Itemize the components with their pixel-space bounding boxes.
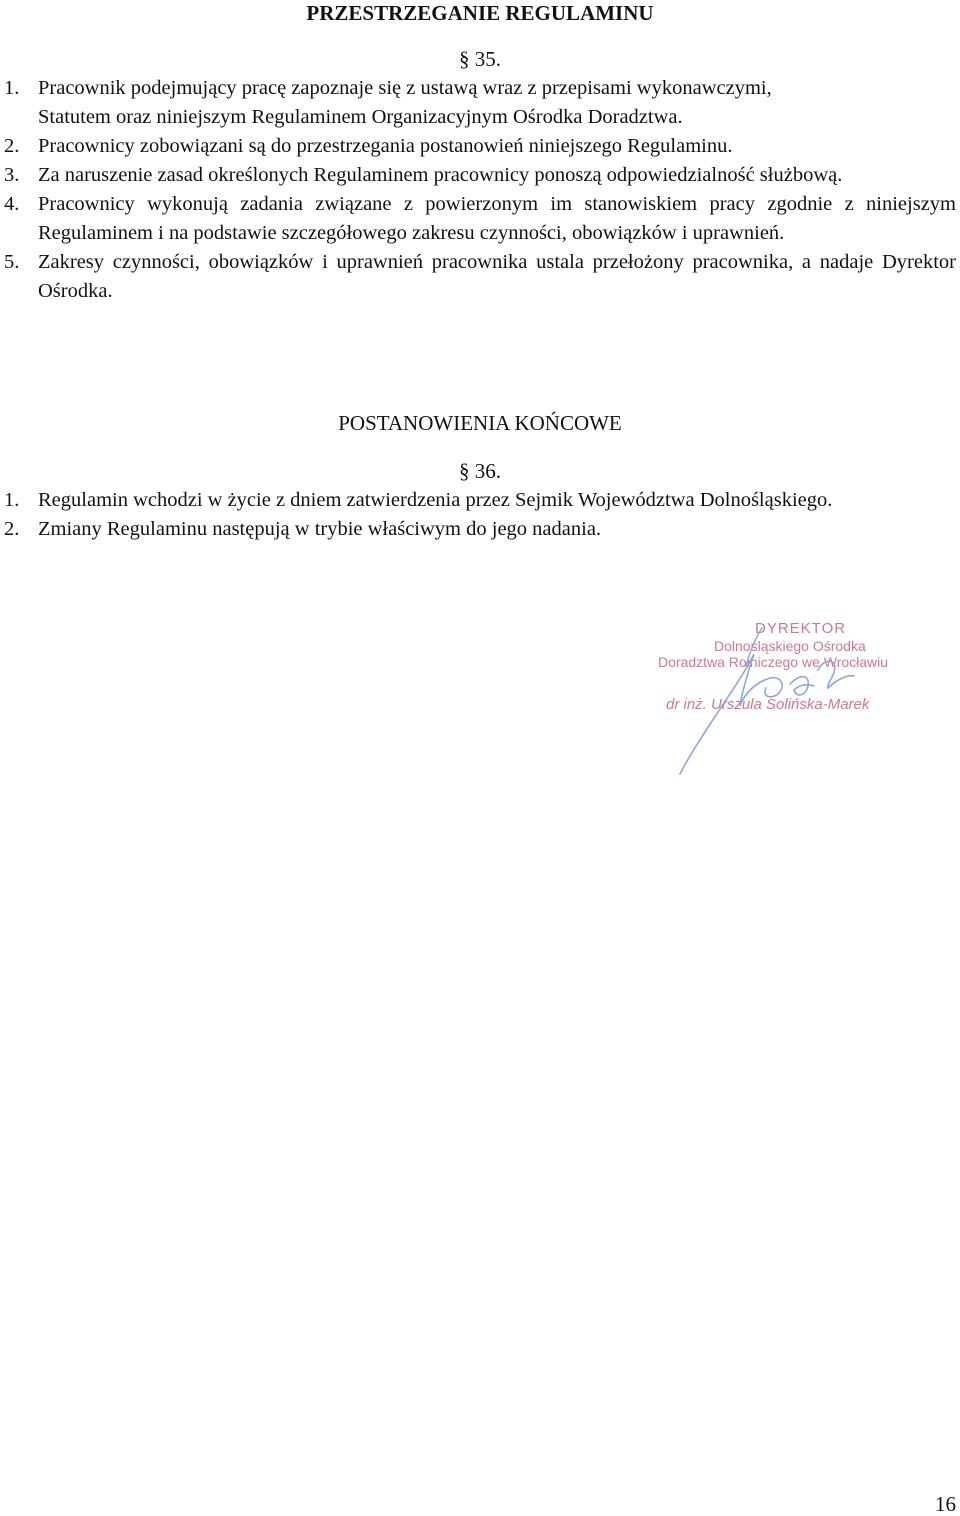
item-number: 1. [4, 489, 20, 511]
stamp-institution: Dolnośląskiego Ośrodka [714, 638, 866, 654]
section-1-list [0, 74, 960, 306]
item-text: Regulamin wchodzi w życie z dniem zatwierdzenia przez Sejmik Województwa Dolnośląskiego. [38, 489, 833, 511]
paragraph-35-mark: § 35. [459, 47, 501, 71]
item-text: Zmiany Regulaminu następują w trybie właściwym do jego nadania. [38, 518, 602, 540]
list-item-3 [0, 161, 960, 190]
section-title-przestrzeganie: PRZESTRZEGANIE REGULAMINU [306, 1, 654, 25]
item-number: 4. [4, 193, 20, 215]
list-item-4 [0, 190, 960, 248]
item-text: Pracownicy zobowiązani są do przestrzegania postanowień niniejszego Regulaminu. [38, 135, 733, 157]
item-number: 5. [4, 251, 20, 273]
page-number: 16 [935, 1492, 956, 1516]
section-title-postanowienia: POSTANOWIENIA KOŃCOWE [338, 411, 622, 435]
item-number: 2. [4, 135, 20, 157]
stamp-institution-location: Doradztwa Rolniczego we Wrocławiu [658, 654, 889, 670]
section-2-list [0, 486, 960, 544]
item-text-line: Statutem oraz niniejszym Regulaminem Organizacyjnym Ośrodka Doradztwa. [38, 106, 683, 128]
item-number: 1. [4, 77, 20, 99]
item-number: 3. [4, 164, 20, 186]
handwritten-signature [650, 614, 940, 784]
stamp-director-name: dr inż. Urszula Solińska-Marek [666, 696, 870, 713]
stamp-title: DYREKTOR [755, 620, 847, 637]
item-text-line: Pracownik podejmujący pracę zapoznaje się z ustawą wraz z przepisami wykonawczymi, [38, 77, 772, 99]
item-number: 2. [4, 518, 20, 540]
list-item-1 [0, 486, 960, 515]
paragraph-36-mark: § 36. [459, 459, 501, 483]
item-text: Pracownicy wykonują zadania związane z powierzonym im stanowiskiem pracy zgodnie z niniejszym Regulaminem i na podstawie szczegółowego zakresu czynności, obowiązków i uprawnień. [38, 193, 956, 244]
list-item-5 [0, 248, 960, 306]
list-item-2 [0, 132, 960, 161]
list-item-2 [0, 515, 960, 544]
list-item-1 [0, 74, 960, 132]
item-text: Zakresy czynności, obowiązków i uprawnień pracownika ustala przełożony pracownika, a nadaje Dyrektor Ośrodka. [38, 251, 956, 302]
item-text: Za naruszenie zasad określonych Regulaminem pracownicy ponoszą odpowiedzialność służbową. [38, 164, 843, 186]
director-stamp [650, 614, 940, 784]
